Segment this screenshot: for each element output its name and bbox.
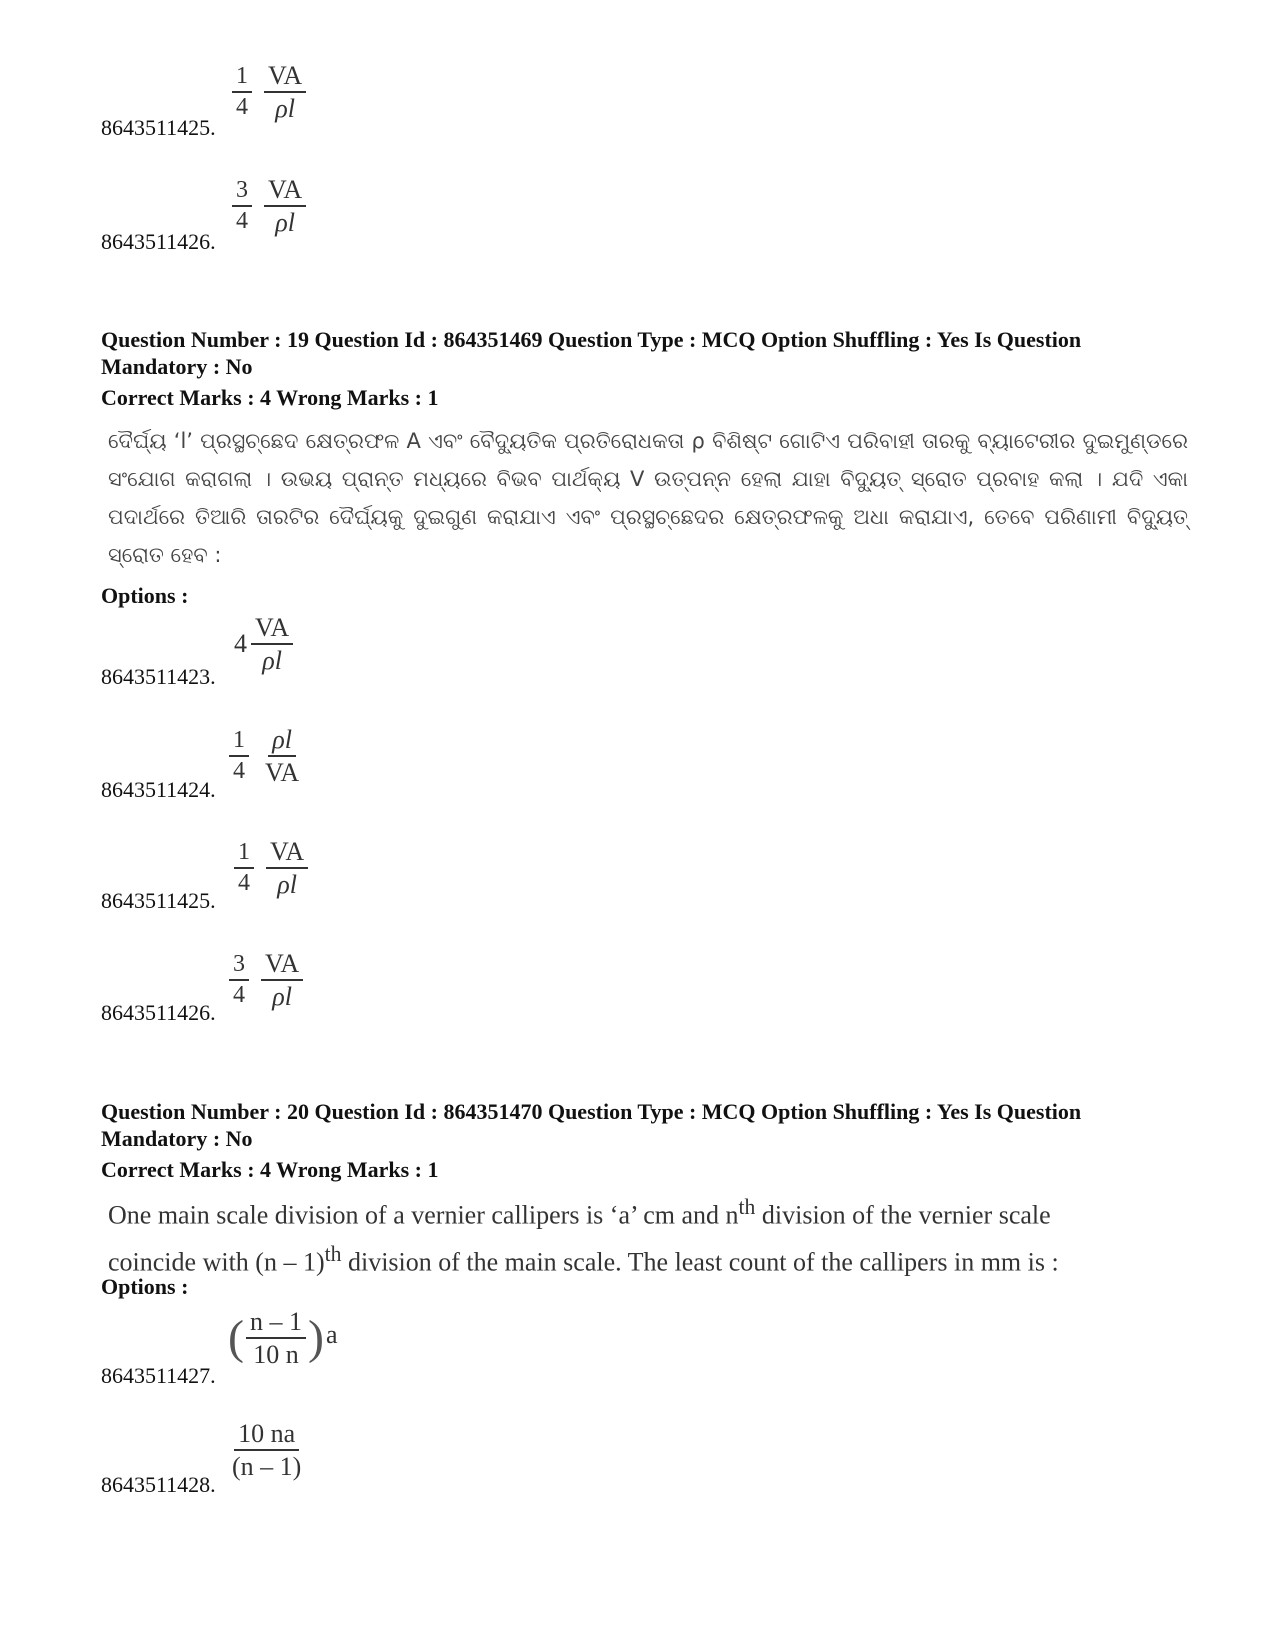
question-19-marks: Correct Marks : 4 Wrong Marks : 1 [101, 385, 439, 410]
question-19-text: ଦୈର୍ଘ୍ୟ ‘l’ ପ୍ରସ୍ଥଚ୍ଛେଦ କ୍ଷେତ୍ରଫଳ A ଏବଂ ବୈଦ୍ୟୁତିକ ପ୍ରତିରୋଧକତା ρ ବିଶିଷ୍ଟ ଗୋଟିଏ ପରିବାହୀ ତାରକୁ ବ୍ୟାଟେରୀର ଦୁଇମୁଣ୍ଡରେ ସଂଯୋଗ କରାଗଲା । ଉଭୟ ପ୍ରାନ୍ତ ମଧ୍ୟରେ ବିଭବ ପାର୍ଥକ୍ୟ V ଉତ୍ପନ୍ନ ହେଲା ଯାହା ବିଦ୍ୟୁତ୍ ସ୍ରୋତ ପ୍ରବାହ କଲା । ଯଦି ଏକା ପଦାର୍ଥରେ ତିଆରି ତାରଟିର ଦୈର୍ଘ୍ୟକୁ ଦୁଇଗୁଣ କରାଯାଏ ଏବଂ ପ୍ରସ୍ଥଚ୍ଛେଦର କ୍ଷେତ୍ରଫଳକୁ ଅଧା କରାଯାଏ, ତେବେ ପରିଣାମୀ ବିଦ୍ୟୁତ୍ ସ୍ରୋତ ହେବ : [108, 429, 1188, 567]
option-id: 8643511428. [101, 1472, 216, 1497]
main-fraction: $\frac{VA}{\rho l}$ [261, 950, 303, 1011]
option-id: 8643511426. [101, 1000, 216, 1025]
main-fraction: $\frac{VA}{\rho l}$ [251, 614, 293, 675]
coefficient: 4 [234, 629, 247, 659]
question-20-text-line-2: coincide with (n – 1)$^{th}$ division of the main scale. The least count of the callipers in mm is : [108, 1241, 1059, 1277]
option-id: 8643511424. [101, 777, 216, 802]
main-fraction: $\frac{VA}{\rho l}$ [264, 62, 306, 123]
option-id: 8643511425. [101, 888, 216, 913]
option-formula [234, 838, 308, 899]
question-20-header: Question Number : 20 Question Id : 864351470 Question Type : MCQ Option Shuffling : Yes Is Question Mandatory : No [101, 1099, 1082, 1151]
question-20-options-label: Options : [101, 1274, 189, 1299]
option-formula [232, 62, 306, 123]
option-formula [229, 950, 303, 1011]
main-fraction: $\frac{n - 1}{10 n}$ [246, 1308, 306, 1369]
main-fraction: $\frac{\rho l}{VA}$ [265, 725, 300, 788]
option-formula [228, 1420, 305, 1481]
left-paren: ( [228, 1311, 244, 1365]
coefficient-fraction: $\frac{3}{4}$ [229, 952, 249, 1008]
option-id: 8643511423. [101, 664, 216, 689]
right-paren: ) [307, 1311, 324, 1365]
option-id: 8643511427. [101, 1363, 216, 1388]
question-20-text-line-1: One main scale division of a vernier callipers is ‘a’ cm and $n^{th}$ division of the vernier scale [108, 1195, 1051, 1230]
option-formula [234, 614, 293, 675]
option-formula [229, 726, 303, 787]
main-fraction: $\frac{VA}{\rho l}$ [264, 176, 306, 237]
question-19-header: Question Number : 19 Question Id : 864351469 Question Type : MCQ Option Shuffling : Yes Is Question Mandatory : No [101, 327, 1082, 379]
coefficient-fraction: $\frac{1}{4}$ [234, 840, 254, 896]
main-fraction: $\frac{10 na}{(n - 1)}$ [232, 1419, 302, 1482]
main-fraction: $\frac{VA}{\rho l}$ [266, 838, 308, 899]
option-formula [232, 176, 306, 237]
suffix: a [325, 1320, 338, 1349]
question-20-text [108, 1188, 1188, 1281]
option-id: 8643511425. [101, 115, 216, 140]
coefficient-fraction: $\frac{3}{4}$ [232, 178, 252, 234]
option-id: 8643511426. [101, 229, 216, 254]
question-20-marks: Correct Marks : 4 Wrong Marks : 1 [101, 1157, 439, 1182]
coefficient-fraction: $\frac{1}{4}$ [232, 64, 252, 120]
question-19-options-label: Options : [101, 583, 189, 608]
coefficient-fraction: $\frac{1}{4}$ [229, 728, 249, 784]
option-formula [228, 1308, 338, 1369]
